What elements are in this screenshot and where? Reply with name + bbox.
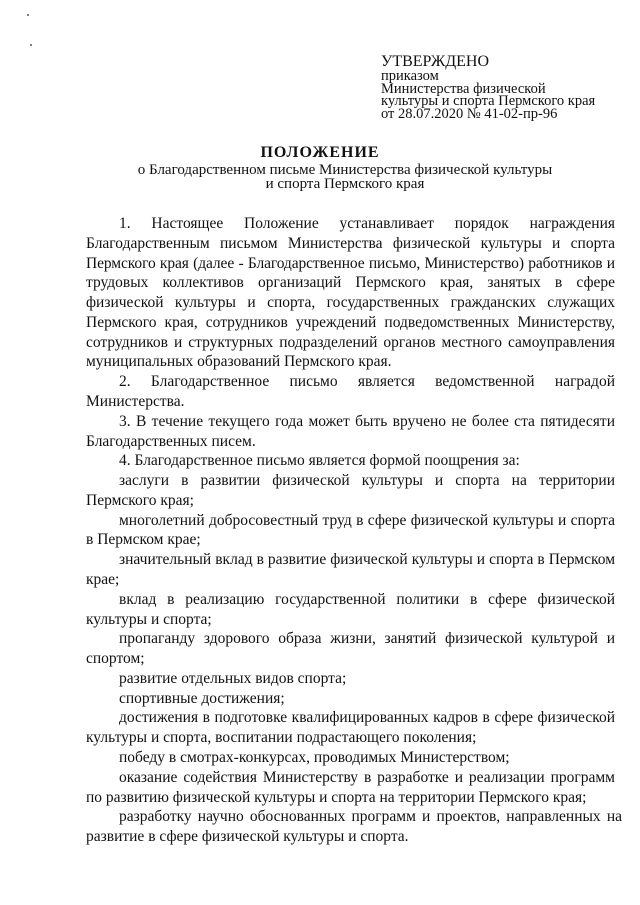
body-line: по развитию физической культуры и спорта на территории Пермского края; xyxy=(86,788,587,806)
document-title: ПОЛОЖЕНИЕ xyxy=(260,144,380,161)
approval-line: Министерства физической xyxy=(381,80,546,97)
body-line: 3. В течение текущего года может быть вручено не более ста пятидесяти xyxy=(119,412,615,430)
body-line: Министерства. xyxy=(86,393,185,410)
approval-title: УТВЕРЖДЕНО xyxy=(381,53,490,70)
body-line: развитие отдельных видов спорта; xyxy=(119,669,347,687)
body-line: крае; xyxy=(86,570,120,588)
body-line: заслуги в развитии физической культуры и спорта на территории xyxy=(119,472,615,490)
body-line: победу в смотрах-конкурсах, проводимых Министерством; xyxy=(119,748,510,766)
body-line: 2. Благодарственное письмо является ведомственной наградой xyxy=(119,373,615,391)
approval-line: культуры и спорта Пермского края xyxy=(381,93,596,109)
body-line: 4. Благодарственное письмо является формой поощрения за: xyxy=(119,452,520,470)
body-line: культуры и спорта; xyxy=(86,610,212,628)
body-line: многолетний добросовестный труд в сфере физической культуры и спорта xyxy=(119,511,615,529)
body-line: Пермского края, сотрудников учреждений подведомственных Министерству, xyxy=(86,313,615,331)
approval-line: приказом xyxy=(381,68,439,84)
body-line: достижения в подготовке квалифицированных кадров в сфере физической xyxy=(119,709,615,727)
body-line: Пермского края; xyxy=(86,491,194,509)
body-line: 1. Настоящее Положение устанавливает порядок награждения xyxy=(119,215,615,232)
approval-order-date-number: от 28.07.2020 № 41-02-пр-96 xyxy=(381,105,558,122)
body-line: значительный вклад в развитие физической культуры и спорта в Пермском xyxy=(119,551,615,569)
body-line: пропаганду здорового образа жизни, занятий физической культурой и xyxy=(119,630,615,648)
body-line: Пермского края (далее - Благодарственное письмо, Министерство) работников и xyxy=(86,254,615,272)
body-line: культуры и спорта, воспитании подрастающего поколения; xyxy=(86,729,477,747)
body-line: спортивные достижения; xyxy=(119,689,285,707)
body-line: оказание содействия Министерству в разработке и реализации программ xyxy=(119,768,615,786)
body-line: сотрудников и структурных подразделений органов местного самоуправления xyxy=(86,333,615,351)
body-line: муниципальных образований Пермского края. xyxy=(86,353,392,371)
body-line: разработку научно обоснованных программ и проектов, направленных на xyxy=(119,808,622,826)
body-line: в Пермском крае; xyxy=(86,531,201,549)
subtitle-line: и спорта Пермского края xyxy=(265,176,425,192)
body-line: трудовых коллективов организаций Пермского края, занятых в сфере xyxy=(86,274,615,292)
body-line: Благодарственным письмом Министерства физической культуры и спорта xyxy=(86,234,615,252)
body-line: развитие в сфере физической культуры и спорта. xyxy=(86,828,409,845)
body-line: вклад в реализацию государственной политики в сфере физической xyxy=(119,590,615,608)
subtitle-line: о Благодарственном письме Министерства физической культуры xyxy=(137,162,553,178)
body-line: спортом; xyxy=(86,650,145,667)
body-line: Благодарственных писем. xyxy=(86,432,256,450)
body-line: физической культуры и спорта, государственных гражданских служащих xyxy=(86,294,615,312)
